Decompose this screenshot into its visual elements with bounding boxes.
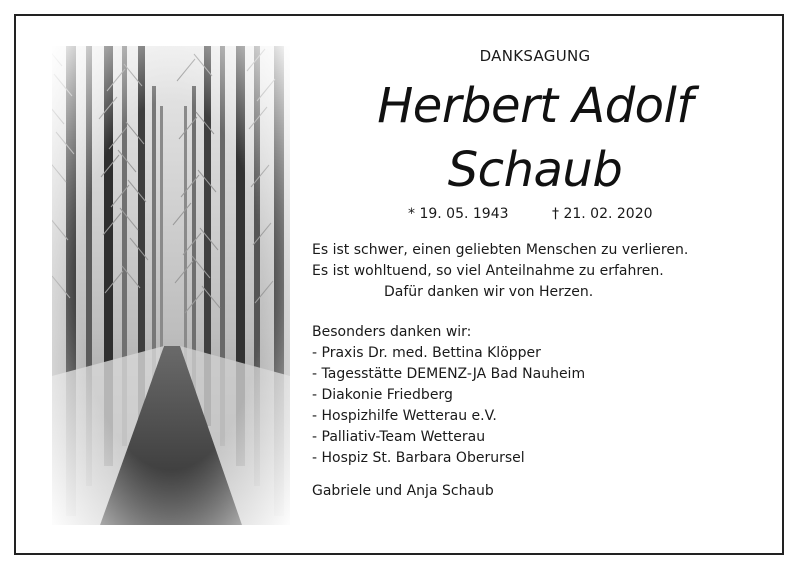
intro-line: Dafür danken wir von Herzen. xyxy=(384,284,594,300)
list-item: - Praxis Dr. med. Bettina Klöpper xyxy=(312,345,541,361)
intro-line: Es ist wohltuend, so viel Anteilnahme zu erfahren. xyxy=(312,263,664,279)
deceased-name-last: Schaub xyxy=(447,142,623,198)
thanks-title: Besonders danken wir: xyxy=(312,324,472,340)
signature: Gabriele und Anja Schaub xyxy=(312,483,494,499)
notice-heading: DANKSAGUNG xyxy=(479,47,591,65)
list-item: - Palliativ-Team Wetterau xyxy=(312,429,486,445)
intro-text xyxy=(312,240,752,303)
list-item: - Hospiz St. Barbara Oberursel xyxy=(312,450,525,466)
death-date: † 21. 02. 2020 xyxy=(552,206,653,222)
thanks-list xyxy=(312,322,752,469)
list-item: - Tagesstätte DEMENZ-JA Bad Nauheim xyxy=(312,366,586,382)
list-item: - Hospizhilfe Wetterau e.V. xyxy=(312,408,497,424)
birth-date: * 19. 05. 1943 xyxy=(408,206,509,222)
deceased-name-first: Herbert Adolf xyxy=(377,78,693,134)
forest-path-image xyxy=(52,46,290,525)
intro-line: Es ist schwer, einen geliebten Menschen zu verlieren. xyxy=(312,242,689,258)
list-item: - Diakonie Friedberg xyxy=(312,387,453,403)
